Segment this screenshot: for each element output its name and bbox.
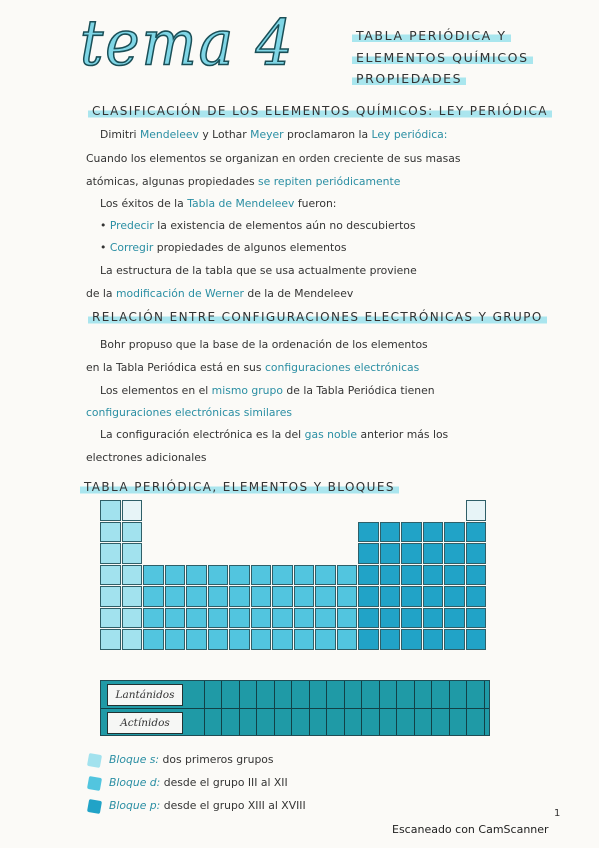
table-cell <box>466 565 487 586</box>
table-cell <box>100 500 121 521</box>
table-cell <box>272 565 293 586</box>
table-cell <box>380 629 401 650</box>
table-cell <box>186 629 207 650</box>
d-block-swatch <box>87 775 102 790</box>
table-cell <box>186 586 207 607</box>
table-cell <box>466 522 487 543</box>
bullet-item: • Predecir la existencia de elementos aún no descubiertos <box>100 219 416 232</box>
text-line: configuraciones electrónicas similares <box>86 406 292 419</box>
table-cell <box>358 586 379 607</box>
table-cell <box>122 522 143 543</box>
f-block-column-line <box>204 681 205 735</box>
table-cell <box>380 522 401 543</box>
table-cell <box>165 565 186 586</box>
text-line: Los elementos en el mismo grupo de la Tabla Periódica tienen <box>100 384 435 397</box>
table-cell <box>401 586 422 607</box>
f-block-column-line <box>344 681 345 735</box>
table-cell <box>444 629 465 650</box>
f-block-column-line <box>326 681 327 735</box>
table-cell <box>122 629 143 650</box>
text-line: de la modificación de Werner de la de Mendeleev <box>86 287 354 300</box>
table-cell <box>186 608 207 629</box>
section-heading-ley-periodica: CLASIFICACIÓN DE LOS ELEMENTOS QUÍMICOS: LEY PERIÓDICA <box>88 104 552 118</box>
table-cell <box>294 586 315 607</box>
f-block-column-line <box>466 681 467 735</box>
table-cell <box>337 586 358 607</box>
table-cell <box>100 522 121 543</box>
table-cell <box>165 608 186 629</box>
table-cell <box>315 565 336 586</box>
f-block-column-line <box>291 681 292 735</box>
table-cell <box>122 500 143 521</box>
table-cell <box>229 629 250 650</box>
subtitle-line-1: TABLA PERIÓDICA Y <box>352 28 511 43</box>
text-line: Cuando los elementos se organizan en orden creciente de sus masas <box>86 152 461 165</box>
table-cell <box>380 565 401 586</box>
table-cell <box>100 608 121 629</box>
f-block-column-line <box>239 681 240 735</box>
text-line: Bohr propuso que la base de la ordenación de los elementos <box>100 338 428 351</box>
table-cell <box>122 586 143 607</box>
table-cell <box>122 608 143 629</box>
table-cell <box>143 586 164 607</box>
table-cell <box>337 608 358 629</box>
table-cell <box>337 565 358 586</box>
table-cell <box>251 565 272 586</box>
table-cell <box>294 629 315 650</box>
section-heading-configuraciones: RELACIÓN ENTRE CONFIGURACIONES ELECTRÓNICAS Y GRUPO <box>88 310 547 324</box>
table-cell <box>229 586 250 607</box>
table-cell <box>229 608 250 629</box>
table-cell <box>294 565 315 586</box>
text-line: electrones adicionales <box>86 451 207 464</box>
f-block-column-line <box>449 681 450 735</box>
table-cell <box>423 629 444 650</box>
table-cell <box>272 629 293 650</box>
table-cell <box>358 565 379 586</box>
p-block-swatch <box>87 798 102 813</box>
table-cell <box>100 543 121 564</box>
f-block-column-line <box>309 681 310 735</box>
table-cell <box>444 543 465 564</box>
lanthanides-label: Lantánidos <box>107 684 183 706</box>
subtitle-line-2: ELEMENTOS QUÍMICOS <box>352 50 533 65</box>
table-cell <box>143 608 164 629</box>
table-cell <box>100 586 121 607</box>
table-cell <box>100 565 121 586</box>
table-cell <box>444 586 465 607</box>
f-block-column-line <box>484 681 485 735</box>
s-block-swatch <box>87 752 102 767</box>
text-line: atómicas, algunas propiedades se repiten periódicamente <box>86 175 401 188</box>
table-cell <box>165 586 186 607</box>
f-block-column-line <box>414 681 415 735</box>
text-line: La estructura de la tabla que se usa actualmente proviene <box>100 264 417 277</box>
table-cell <box>208 565 229 586</box>
section-heading-bloques: TABLA PERIÓDICA, ELEMENTOS Y BLOQUES <box>80 480 399 494</box>
table-cell <box>165 629 186 650</box>
table-cell <box>251 586 272 607</box>
table-cell <box>208 608 229 629</box>
table-cell <box>423 543 444 564</box>
table-cell <box>401 629 422 650</box>
table-cell <box>122 543 143 564</box>
f-block-column-line <box>361 681 362 735</box>
f-block-column-line <box>256 681 257 735</box>
table-cell <box>315 608 336 629</box>
table-cell <box>208 586 229 607</box>
table-cell <box>401 608 422 629</box>
table-cell <box>466 500 487 521</box>
table-cell <box>143 629 164 650</box>
table-cell <box>272 586 293 607</box>
table-cell <box>466 608 487 629</box>
table-cell <box>315 586 336 607</box>
page-title: tema 4 <box>80 6 295 80</box>
table-cell <box>466 543 487 564</box>
f-block-column-line <box>221 681 222 735</box>
subtitle-line-3: PROPIEDADES <box>352 71 466 86</box>
table-cell <box>272 608 293 629</box>
table-cell <box>380 608 401 629</box>
bullet-item: • Corregir propiedades de algunos elementos <box>100 241 347 254</box>
table-cell <box>358 543 379 564</box>
table-cell <box>466 586 487 607</box>
f-block-column-line <box>379 681 380 735</box>
table-cell <box>401 543 422 564</box>
legend-p-block: Bloque p: desde el grupo XIII al XVIII <box>88 799 306 817</box>
table-cell <box>423 565 444 586</box>
table-cell <box>380 543 401 564</box>
table-cell <box>401 565 422 586</box>
table-cell <box>423 522 444 543</box>
legend-d-block: Bloque d: desde el grupo III al XII <box>88 776 288 794</box>
table-cell <box>208 629 229 650</box>
table-cell <box>358 629 379 650</box>
table-cell <box>229 565 250 586</box>
actinides-label: Actínidos <box>107 712 183 734</box>
page-mark: 1 <box>554 808 561 819</box>
table-cell <box>122 565 143 586</box>
table-cell <box>358 522 379 543</box>
f-block-column-line <box>431 681 432 735</box>
table-cell <box>358 608 379 629</box>
table-cell <box>401 522 422 543</box>
table-cell <box>423 608 444 629</box>
table-cell <box>186 565 207 586</box>
table-cell <box>423 586 444 607</box>
table-cell <box>444 522 465 543</box>
scanner-watermark: Escaneado con CamScanner <box>392 823 549 836</box>
table-cell <box>444 608 465 629</box>
table-cell <box>466 629 487 650</box>
f-block <box>100 680 490 736</box>
table-cell <box>337 629 358 650</box>
text-line: en la Tabla Periódica está en sus configuraciones electrónicas <box>86 361 420 374</box>
table-cell <box>251 608 272 629</box>
table-cell <box>251 629 272 650</box>
text-line: Dimitri Mendeleev y Lothar Meyer proclamaron la Ley periódica: <box>100 128 448 141</box>
table-cell <box>315 629 336 650</box>
table-cell <box>444 565 465 586</box>
legend-s-block: Bloque s: dos primeros grupos <box>88 753 274 771</box>
table-cell <box>100 629 121 650</box>
text-line: Los éxitos de la Tabla de Mendeleev fueron: <box>100 197 337 210</box>
table-cell <box>294 608 315 629</box>
f-block-column-line <box>396 681 397 735</box>
table-cell <box>380 586 401 607</box>
text-line: La configuración electrónica es la del gas noble anterior más los <box>100 428 449 441</box>
table-cell <box>143 565 164 586</box>
f-block-column-line <box>274 681 275 735</box>
